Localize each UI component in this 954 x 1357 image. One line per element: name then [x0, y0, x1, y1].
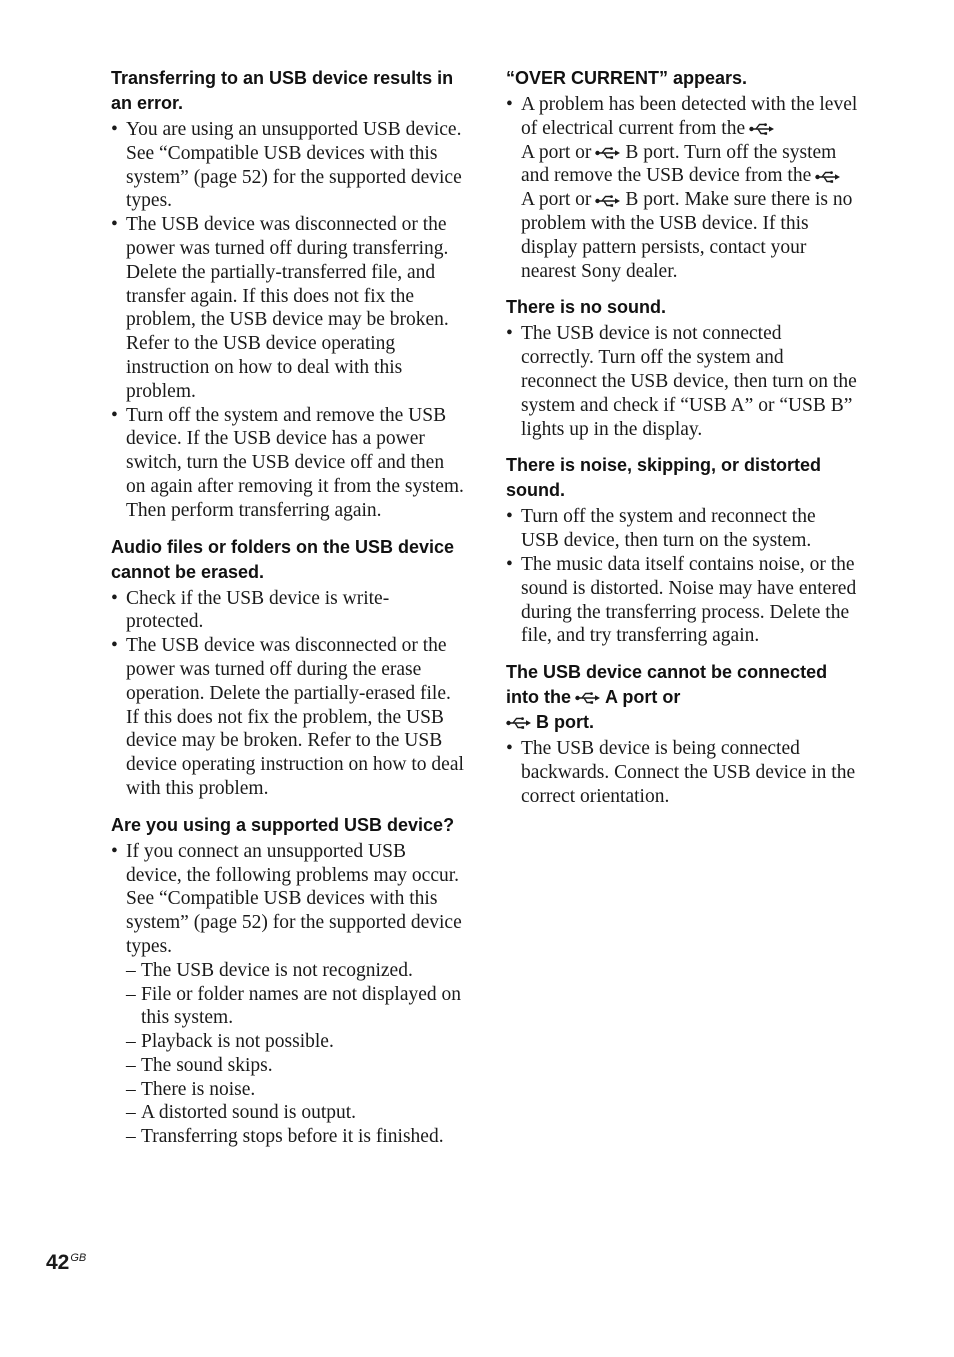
- left-column: [111, 66, 466, 1161]
- dash-item: – A distorted sound is output.: [111, 1101, 466, 1125]
- section-over-current: [506, 66, 858, 283]
- heading-transfer-error: Transferring to an USB device results in an error.: [111, 68, 454, 113]
- heading-over-current: “OVER CURRENT” appears.: [506, 68, 748, 88]
- bullet-item: • Turn off the system and remove the USB device. If the USB device has a power switch, turn the USB device off and then on again after removing it from the system. Then perform transferring again.: [111, 404, 466, 523]
- usb-icon: [595, 195, 621, 207]
- section-supported-device: [111, 813, 466, 1149]
- bullet-item: • Turn off the system and reconnect the USB device, then turn on the system.: [506, 505, 858, 553]
- bullet-item: • The USB device was disconnected or the power was turned off during the erase operation. Delete the partially-erased file. If this does not fix the problem, the USB device may be broken. Refer to the USB device operating instruction on how to deal with this problem.: [111, 634, 466, 801]
- heading-no-sound: There is no sound.: [506, 297, 667, 318]
- text-fragment: B port. Make sure there is no problem with the USB device. If this display pattern persists, contact your nearest Sony dealer.: [521, 189, 853, 282]
- usb-icon: [595, 147, 621, 159]
- heading-cannot-erase: Audio files or folders on the USB device cannot be erased.: [111, 536, 455, 582]
- text-fragment: A port or: [521, 141, 592, 163]
- usb-icon: [575, 692, 601, 704]
- dash-item: – There is noise.: [111, 1078, 466, 1102]
- section-cannot-connect: [506, 660, 858, 808]
- section-cannot-erase: [111, 535, 466, 801]
- text-fragment: A port or: [605, 687, 681, 708]
- text-fragment: A problem has been detected with the level of electrical current from the: [521, 94, 858, 139]
- text-fragment: B port. Turn off the system and remove the USB device from the: [521, 141, 837, 187]
- section-transfer-error: [111, 66, 466, 523]
- heading-cannot-connect: [506, 660, 858, 735]
- bullet-item: • The USB device is being connected backwards. Connect the USB device in the correct orientation.: [506, 737, 858, 808]
- right-column: [506, 66, 858, 821]
- dash-item: – File or folder names are not displayed on this system.: [111, 983, 466, 1031]
- section-no-sound: [506, 295, 858, 441]
- bullet-item: • The USB device was disconnected or the power was turned off during transferring. Delete the partially-transferred file, and transfer again. If this does not fix the problem, the USB device may be broken. Refer to the USB device operating instruction on how to deal with this problem.: [111, 213, 466, 403]
- heading-supported-device: Are you using a supported USB device?: [111, 814, 455, 835]
- dash-item: – Playback is not possible.: [111, 1030, 466, 1054]
- bullet-item: • The music data itself contains noise, or the sound is distorted. Noise may have entered during the transferring process. Delete the file, and try transferring again.: [506, 553, 858, 648]
- usb-icon: [749, 123, 775, 135]
- text-fragment: B port.: [536, 712, 594, 733]
- bullet-item: • You are using an unsupported USB device. See “Compatible USB devices with this system” (page 52) for the supported device types.: [111, 118, 466, 213]
- page-number-value: 42: [46, 1251, 70, 1274]
- dash-item: – The sound skips.: [111, 1054, 466, 1078]
- bullet-item: • Check if the USB device is write-protected.: [111, 587, 466, 635]
- text-fragment: A port or: [521, 189, 592, 211]
- bullet-item: [506, 93, 858, 283]
- heading-noise: There is noise, skipping, or distorted sound.: [506, 455, 822, 501]
- bullet-item: • The USB device is not connected correctly. Turn off the system and reconnect the USB device, then turn on the system and check if “USB A” or “USB B” lights up in the display.: [506, 322, 858, 441]
- page-number: [46, 1251, 86, 1275]
- bullet-item: • If you connect an unsupported USB device, the following problems may occur. See “Compatible USB devices with this system” (page 52) for the supported device types.: [111, 840, 466, 959]
- dash-item: – The USB device is not recognized.: [111, 959, 466, 983]
- region-code: GB: [70, 1252, 87, 1264]
- dash-item: – Transferring stops before it is finished.: [111, 1125, 466, 1149]
- usb-icon: [506, 717, 532, 729]
- section-noise: [506, 453, 858, 648]
- text-fragment: The USB device cannot be connected into the: [506, 662, 828, 708]
- usb-icon: [815, 171, 841, 183]
